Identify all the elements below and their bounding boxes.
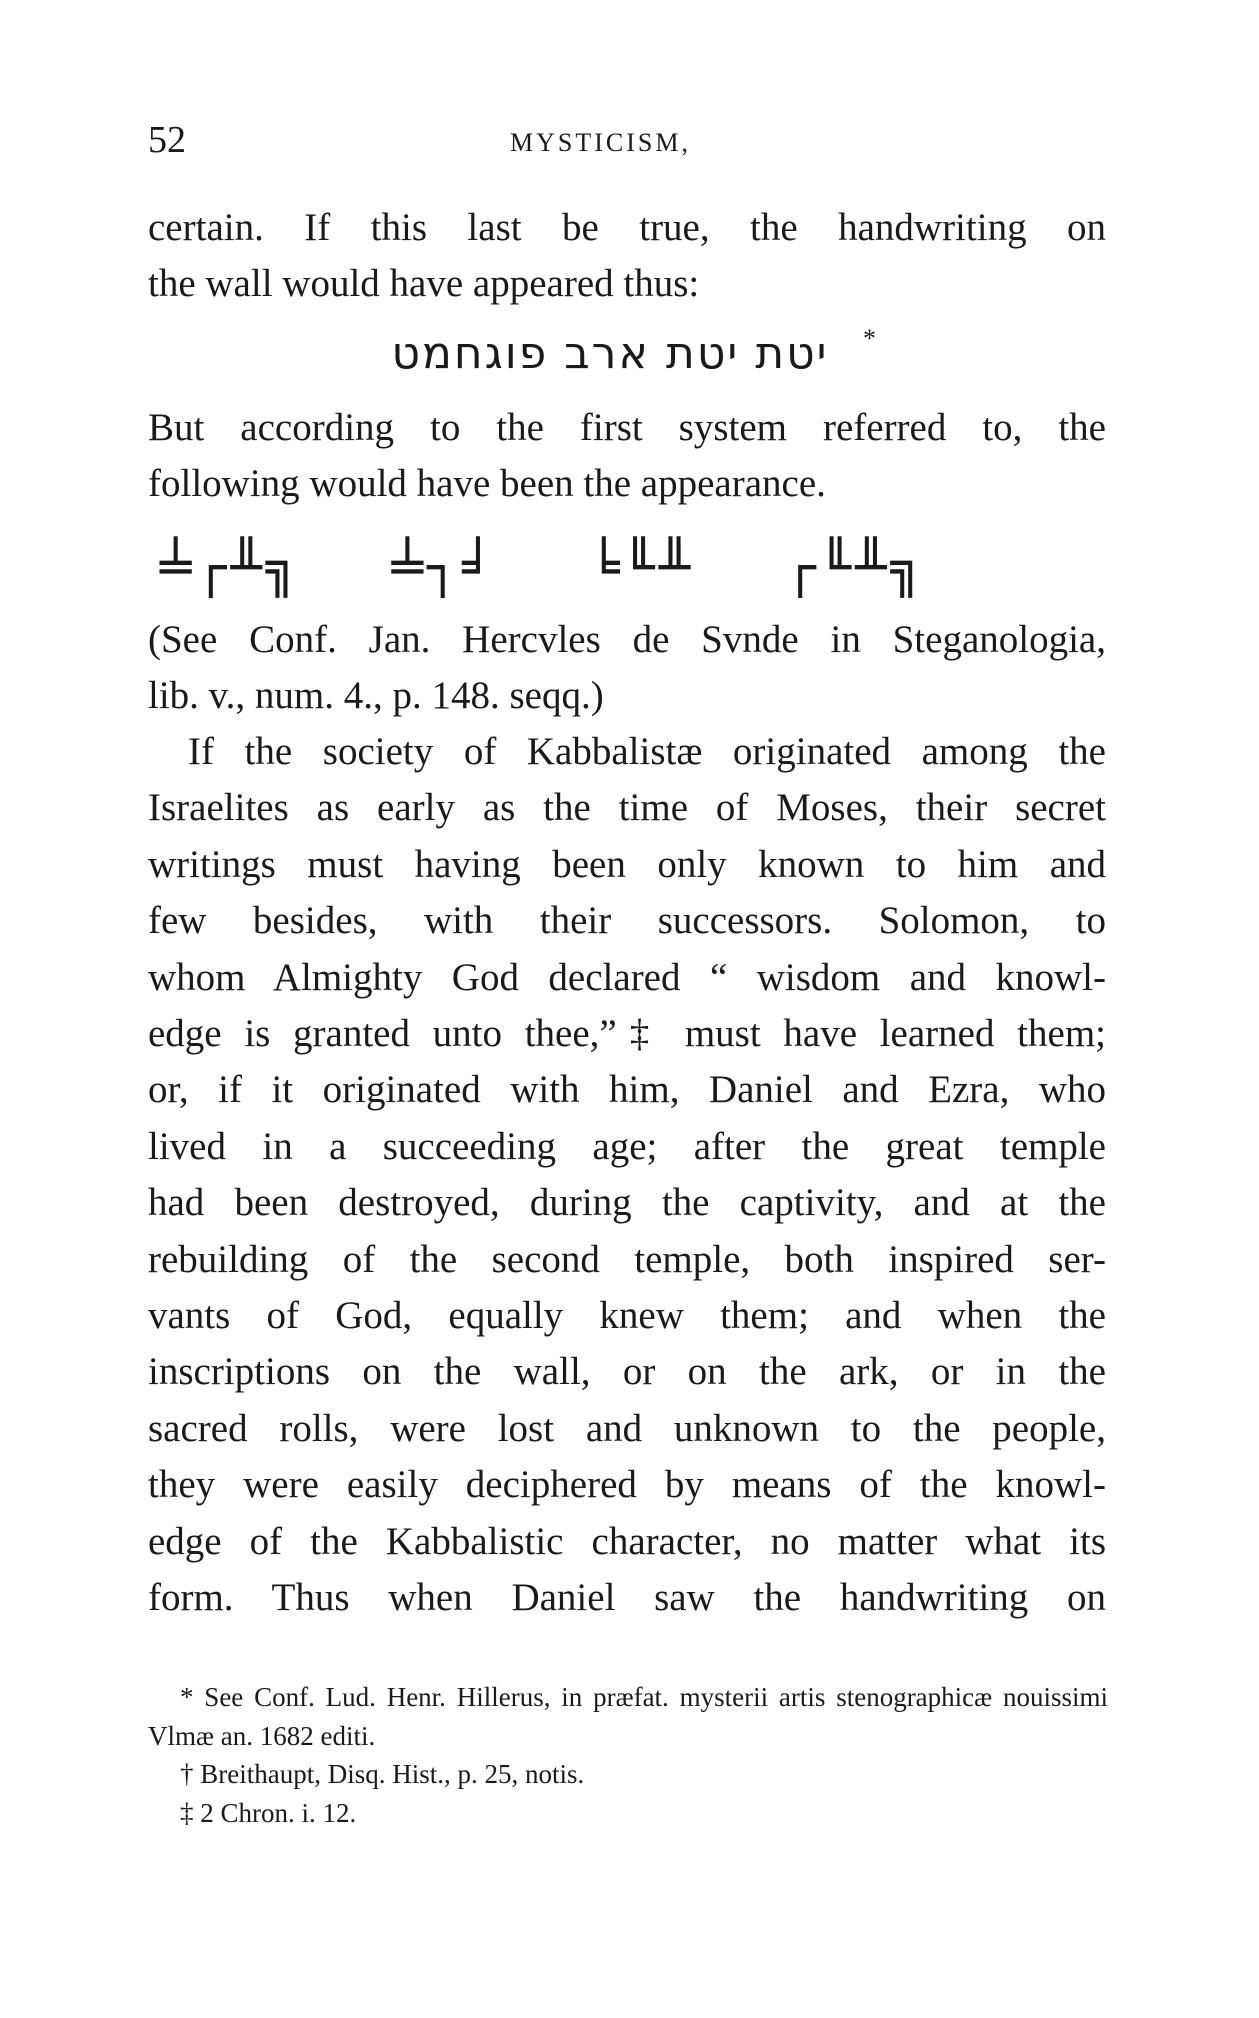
text-line: Israelites as early as the time of Moses, their secret <box>148 786 1106 830</box>
text-line: edge is granted unto thee,”‡ must have learned them; <box>148 1012 1106 1056</box>
text-line: If the society of Kabbalistæ originated among the <box>188 730 1106 773</box>
paragraph-3 <box>148 612 1106 725</box>
footnote-marker: * <box>863 324 876 353</box>
paragraph-1 <box>148 200 1106 313</box>
text-line: vants of God, equally knew them; and when the <box>148 1294 1106 1338</box>
page-number: 52 <box>148 119 186 161</box>
text-line: they were easily deciphered by means of the knowl- <box>148 1463 1106 1507</box>
text-line: sacred rolls, were lost and unknown to the people, <box>148 1406 1106 1450</box>
running-title: MYSTICISM, <box>510 128 691 157</box>
footnotes <box>148 1678 1108 1833</box>
text-line: following would have been the appearance. <box>148 462 826 506</box>
text-line: or, if it originated with him, Daniel and Ezra, who <box>148 1068 1106 1112</box>
text-line: lived in a succeeding age; after the great temple <box>148 1124 1106 1168</box>
paragraph-4 <box>148 724 1106 1627</box>
text-line: rebuilding of the second temple, both inspired ser- <box>148 1237 1106 1281</box>
text-line: the wall would have appeared thus: <box>148 262 700 306</box>
text-line: certain. If this last be true, the handwriting on <box>148 206 1106 249</box>
text-line: But according to the first system referred to, the <box>148 406 1106 449</box>
text-line: edge of the Kabbalistic character, no matter what its <box>148 1519 1106 1563</box>
hebrew-inscription: יטת יטת ארב פוגחמט <box>391 328 829 379</box>
footnote-1: * See Conf. Lud. Henr. Hillerus, in præfat. mysterii artis stenographicæ nouissimi Vlmæ an. 1682 editi. <box>148 1682 1108 1751</box>
paragraph-2 <box>148 400 1106 513</box>
cipher-inscription: ╧┌╨╗ ╧┐╛ ╘╙╨ ┌╙╨╗ <box>160 538 926 598</box>
text-line: had been destroyed, during the captivity, and at the <box>148 1181 1106 1225</box>
text-line: lib. v., num. 4., p. 148. seqq.) <box>148 674 604 718</box>
text-line: (See Conf. Jan. Hercvles de Svnde in Steganologia, <box>148 618 1106 661</box>
text-line: whom Almighty God declared “ wisdom and knowl- <box>148 955 1106 999</box>
text-line: form. Thus when Daniel saw the handwriting on <box>148 1576 1106 1620</box>
text-line: writings must having been only known to him and <box>148 842 1106 886</box>
text-line: inscriptions on the wall, or on the ark, or in the <box>148 1350 1106 1394</box>
footnote-3: ‡ 2 Chron. i. 12. <box>180 1798 357 1829</box>
running-head <box>148 118 1108 168</box>
footnote-2: † Breithaupt, Disq. Hist., p. 25, notis. <box>180 1759 585 1790</box>
text-line: few besides, with their successors. Solomon, to <box>148 899 1106 943</box>
